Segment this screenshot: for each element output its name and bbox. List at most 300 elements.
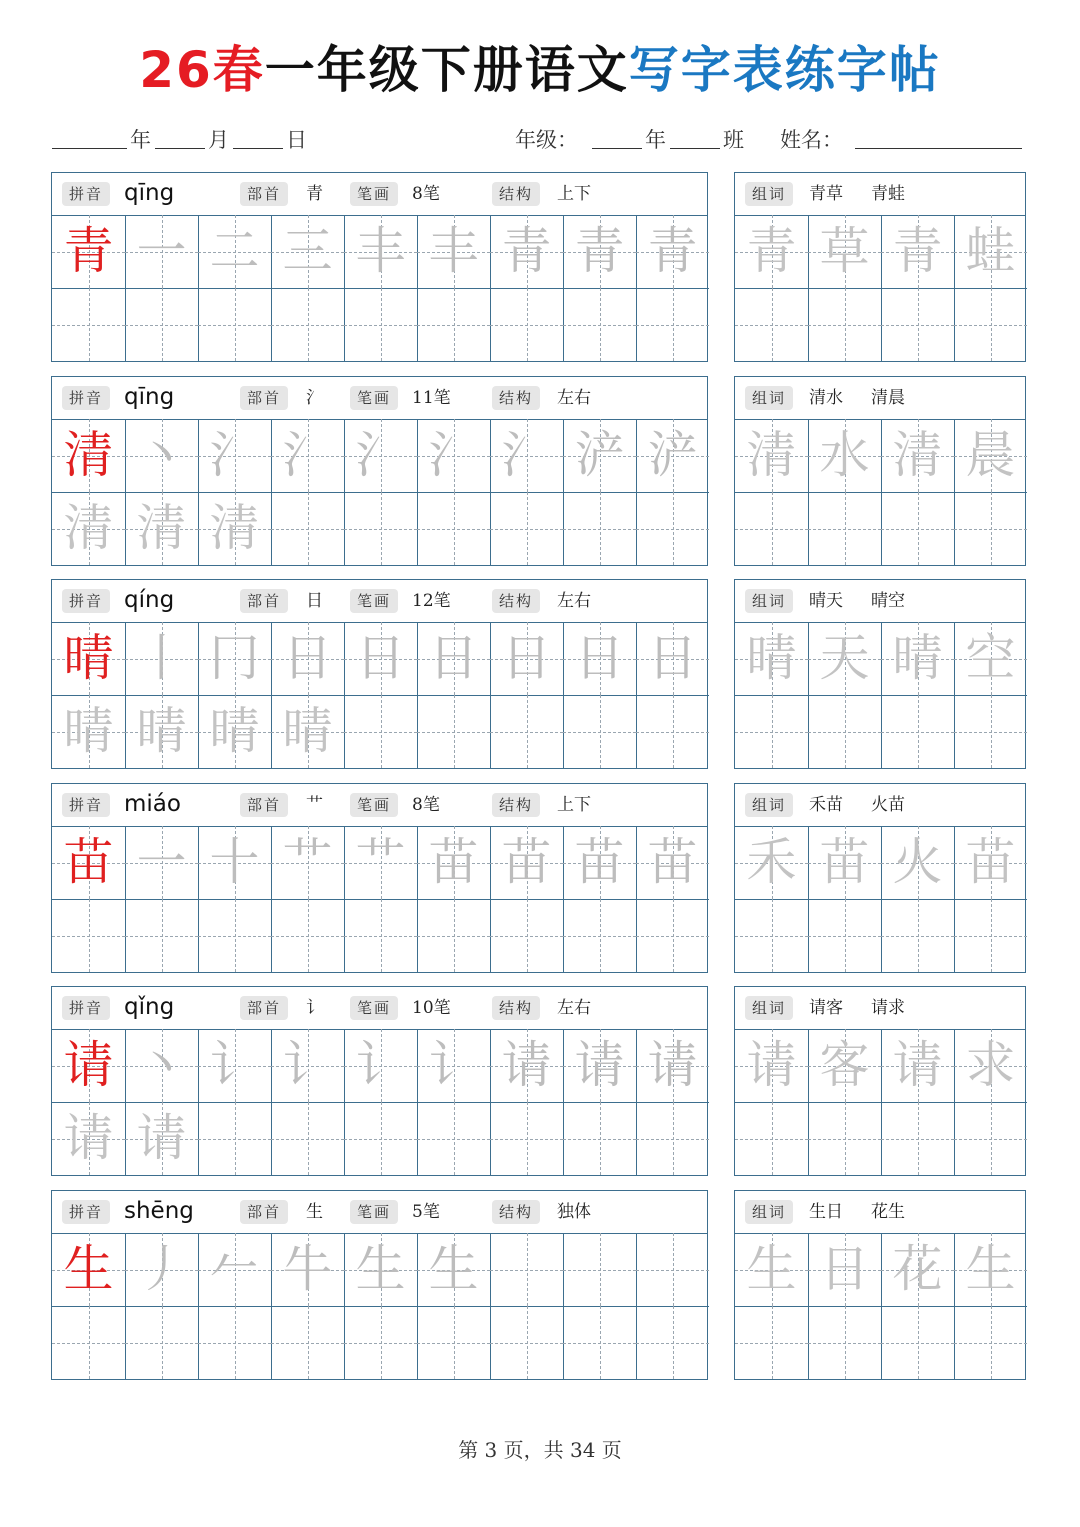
grid-cell[interactable] <box>490 695 563 768</box>
grid-cell[interactable] <box>125 419 198 492</box>
stroke-step-character: 氵 <box>355 426 406 484</box>
year-label: 年 <box>130 128 151 152</box>
grid-cell[interactable] <box>490 1102 563 1175</box>
grid-cell[interactable] <box>636 1102 709 1175</box>
grid-cell[interactable] <box>490 419 563 492</box>
grid-cell[interactable] <box>52 419 125 492</box>
grid-cell[interactable] <box>636 288 709 361</box>
grid-cell[interactable] <box>636 695 709 768</box>
month-label: 月 <box>208 128 229 152</box>
grid-cell[interactable] <box>808 288 881 361</box>
grid-cell[interactable] <box>735 622 808 695</box>
cell-guide-vertical <box>308 1102 309 1175</box>
grid-cell[interactable] <box>198 1029 271 1102</box>
pinyin-value: qīng <box>124 384 175 410</box>
word-trace-character: 晨 <box>965 426 1016 484</box>
strokes-tag: 笔画 <box>350 1200 398 1224</box>
cell-guide-vertical <box>772 899 773 972</box>
word-trace-character: 请 <box>746 1036 797 1094</box>
grid-cell[interactable] <box>344 288 417 361</box>
word-trace-character: 苗 <box>965 833 1016 891</box>
day-label: 日 <box>286 128 307 152</box>
pinyin-value: qǐng <box>124 994 175 1020</box>
card-header <box>735 173 1025 216</box>
grid-cell[interactable] <box>417 1306 490 1379</box>
stroke-step-character: 苗 <box>501 833 552 891</box>
grid-cell[interactable] <box>271 1029 344 1102</box>
grid-cell[interactable] <box>271 826 344 899</box>
cell-guide-vertical <box>845 288 846 361</box>
cell-guide-vertical <box>235 899 236 972</box>
grid-cell[interactable] <box>735 1306 808 1379</box>
grid-cell[interactable] <box>490 1029 563 1102</box>
grid-cell[interactable] <box>271 288 344 361</box>
grid-cell[interactable] <box>881 1029 954 1102</box>
grid-cell[interactable] <box>271 695 344 768</box>
trace-character: 晴 <box>209 702 260 760</box>
cell-guide-vertical <box>381 899 382 972</box>
word-trace-character: 蛙 <box>965 222 1016 280</box>
cell-guide-vertical <box>162 1306 163 1379</box>
grid-cell[interactable] <box>636 1306 709 1379</box>
words-tag: 组词 <box>745 182 793 206</box>
word-trace-character: 火 <box>892 833 943 891</box>
stroke-step-character: 丿 <box>136 1240 187 1298</box>
word-practice-card <box>734 783 1026 973</box>
word-trace-character: 苗 <box>819 833 870 891</box>
grid-cell[interactable] <box>954 288 1027 361</box>
word-1: 青草 <box>809 184 843 204</box>
grid-cell[interactable] <box>125 695 198 768</box>
grid-cell[interactable] <box>198 215 271 288</box>
grid-cell[interactable] <box>52 215 125 288</box>
pinyin-value: miáo <box>124 791 181 817</box>
cell-guide-vertical <box>600 288 601 361</box>
month-blank[interactable] <box>155 148 205 149</box>
grid-cell[interactable] <box>271 622 344 695</box>
cell-guide-vertical <box>991 492 992 565</box>
grid-cell[interactable] <box>490 899 563 972</box>
grid-cell[interactable] <box>52 288 125 361</box>
grid-cell[interactable] <box>417 215 490 288</box>
grid-cell[interactable] <box>881 1233 954 1306</box>
cell-guide-vertical <box>162 288 163 361</box>
stroke-step-character: 丰 <box>355 222 406 280</box>
grid-cell[interactable] <box>344 1306 417 1379</box>
grid-cell[interactable] <box>636 826 709 899</box>
stroke-step-character: 请 <box>574 1036 625 1094</box>
stroke-step-character: 牛 <box>282 1240 333 1298</box>
stroke-step-character: 日 <box>355 629 406 687</box>
grid-cell[interactable] <box>735 215 808 288</box>
grid-cell[interactable] <box>954 695 1027 768</box>
grid-cell[interactable] <box>954 826 1027 899</box>
year-blank[interactable] <box>52 148 127 149</box>
cell-guide-vertical <box>918 1306 919 1379</box>
grid-cell[interactable] <box>808 622 881 695</box>
grid-cell[interactable] <box>198 695 271 768</box>
cell-guide-vertical <box>454 1306 455 1379</box>
grid-cell[interactable] <box>198 288 271 361</box>
grid-cell[interactable] <box>125 1102 198 1175</box>
grid-cell[interactable] <box>271 899 344 972</box>
grid-cell[interactable] <box>735 899 808 972</box>
grid-cell[interactable] <box>563 695 636 768</box>
cell-guide-vertical <box>235 288 236 361</box>
grid-cell[interactable] <box>198 492 271 565</box>
grid-cell[interactable] <box>490 215 563 288</box>
structure-tag: 结构 <box>492 589 540 613</box>
grid-cell[interactable] <box>636 622 709 695</box>
stroke-step-character: 日 <box>501 629 552 687</box>
cell-guide-vertical <box>308 1306 309 1379</box>
cell-guide-vertical <box>845 492 846 565</box>
grid-cell[interactable] <box>344 899 417 972</box>
grid-cell[interactable] <box>125 215 198 288</box>
grid-cell[interactable] <box>344 1029 417 1102</box>
grid-cell[interactable] <box>490 1233 563 1306</box>
grid-cell[interactable] <box>954 622 1027 695</box>
cell-guide-vertical <box>235 1102 236 1175</box>
grid-cell[interactable] <box>563 215 636 288</box>
grid-cell[interactable] <box>490 288 563 361</box>
cell-guide-vertical <box>673 1233 674 1306</box>
grid-cell[interactable] <box>563 1102 636 1175</box>
strokes-value: 8笔 <box>412 184 440 204</box>
grid-cell[interactable] <box>881 1102 954 1175</box>
word-trace-character: 禾 <box>746 833 797 891</box>
words-tag: 组词 <box>745 589 793 613</box>
stroke-step-character: 讠 <box>209 1036 260 1094</box>
grid-cell[interactable] <box>636 419 709 492</box>
radical-value: 生 <box>306 1202 323 1222</box>
cell-guide-vertical <box>991 1306 992 1379</box>
grid-cell[interactable] <box>954 1029 1027 1102</box>
grid-cell[interactable] <box>735 695 808 768</box>
grid-cell[interactable] <box>417 419 490 492</box>
stroke-step-character: 苗 <box>428 833 479 891</box>
structure-value: 左右 <box>557 591 591 611</box>
cell-guide-vertical <box>845 695 846 768</box>
structure-tag: 结构 <box>492 996 540 1020</box>
grid-cell[interactable] <box>417 288 490 361</box>
pinyin-tag: 拼音 <box>62 182 110 206</box>
cell-guide-vertical <box>673 899 674 972</box>
grid-cell[interactable] <box>881 419 954 492</box>
grid-cell[interactable] <box>52 899 125 972</box>
cell-guide-vertical <box>673 695 674 768</box>
pinyin-tag: 拼音 <box>62 793 110 817</box>
grid-cell[interactable] <box>417 826 490 899</box>
grade-blank[interactable] <box>592 148 642 149</box>
grid-cell[interactable] <box>417 492 490 565</box>
word-1: 禾苗 <box>809 795 843 815</box>
stroke-step-character: 日 <box>647 629 698 687</box>
stroke-step-character: 冂 <box>209 629 260 687</box>
cell-guide-vertical <box>600 899 601 972</box>
grid-cell[interactable] <box>52 826 125 899</box>
stroke-step-character: 青 <box>501 222 552 280</box>
cell-guide-vertical <box>673 1306 674 1379</box>
class-blank[interactable] <box>670 148 720 149</box>
word-practice-card <box>734 172 1026 362</box>
grid-cell[interactable] <box>198 622 271 695</box>
grid-cell[interactable] <box>735 1233 808 1306</box>
grid-cell[interactable] <box>52 695 125 768</box>
card-header <box>52 173 707 216</box>
strokes-value: 5笔 <box>412 1202 440 1222</box>
cell-guide-vertical <box>600 492 601 565</box>
grid-cell[interactable] <box>271 492 344 565</box>
word-2: 清晨 <box>871 388 905 408</box>
grid-cell[interactable] <box>563 492 636 565</box>
card-header <box>52 377 707 420</box>
grid-cell[interactable] <box>271 1233 344 1306</box>
word-trace-character: 青 <box>746 222 797 280</box>
grid-cell[interactable] <box>198 826 271 899</box>
grid-cell[interactable] <box>735 826 808 899</box>
grid-cell[interactable] <box>125 899 198 972</box>
name-blank[interactable] <box>855 148 1022 149</box>
cell-guide-vertical <box>600 1102 601 1175</box>
grid-cell[interactable] <box>954 1233 1027 1306</box>
grid-cell[interactable] <box>125 622 198 695</box>
grid-cell[interactable] <box>125 288 198 361</box>
strokes-tag: 笔画 <box>350 182 398 206</box>
cell-guide-vertical <box>527 899 528 972</box>
grid-cell[interactable] <box>344 622 417 695</box>
grid-cell[interactable] <box>52 1029 125 1102</box>
stroke-step-character: 氵 <box>282 426 333 484</box>
grid-cell[interactable] <box>636 1233 709 1306</box>
grid-cell[interactable] <box>735 1102 808 1175</box>
word-2: 请求 <box>871 998 905 1018</box>
grid-cell[interactable] <box>808 695 881 768</box>
grid-cell[interactable] <box>636 215 709 288</box>
grid-cell[interactable] <box>417 622 490 695</box>
grid-cell[interactable] <box>881 1306 954 1379</box>
model-character: 请 <box>63 1036 114 1094</box>
cell-guide-vertical <box>381 1102 382 1175</box>
model-character: 苗 <box>63 833 114 891</box>
grid-cell[interactable] <box>563 899 636 972</box>
stroke-step-character: 讠 <box>282 1036 333 1094</box>
grid-cell[interactable] <box>417 1029 490 1102</box>
grid-cell[interactable] <box>563 622 636 695</box>
grid-cell[interactable] <box>563 826 636 899</box>
grid-cell[interactable] <box>881 288 954 361</box>
grid-cell[interactable] <box>271 1102 344 1175</box>
grid-cell[interactable] <box>490 1306 563 1379</box>
grid-cell[interactable] <box>125 826 198 899</box>
cell-guide-vertical <box>308 288 309 361</box>
grid-cell[interactable] <box>954 492 1027 565</box>
stroke-step-character: 氵 <box>501 426 552 484</box>
grid-cell[interactable] <box>198 1233 271 1306</box>
grid-cell[interactable] <box>52 1306 125 1379</box>
grid-cell[interactable] <box>808 826 881 899</box>
word-trace-character: 空 <box>965 629 1016 687</box>
grid-cell[interactable] <box>344 215 417 288</box>
grid-cell[interactable] <box>808 1029 881 1102</box>
strokes-tag: 笔画 <box>350 386 398 410</box>
stroke-step-character: 氵 <box>428 426 479 484</box>
trace-character: 晴 <box>136 702 187 760</box>
grid-cell[interactable] <box>808 1306 881 1379</box>
cell-guide-vertical <box>772 695 773 768</box>
grid-cell[interactable] <box>881 215 954 288</box>
grid-cell[interactable] <box>271 215 344 288</box>
grid-cell[interactable] <box>125 1233 198 1306</box>
grid-cell[interactable] <box>490 492 563 565</box>
pinyin-value: shēng <box>124 1198 194 1224</box>
grid-cell[interactable] <box>490 826 563 899</box>
grid-cell[interactable] <box>125 1029 198 1102</box>
cell-guide-vertical <box>918 492 919 565</box>
strokes-value: 11笔 <box>412 388 451 408</box>
grid-cell[interactable] <box>563 288 636 361</box>
grid-cell[interactable] <box>954 419 1027 492</box>
grid-cell[interactable] <box>636 899 709 972</box>
model-character: 青 <box>63 222 114 280</box>
grid-cell[interactable] <box>881 492 954 565</box>
grid-cell[interactable] <box>881 695 954 768</box>
grid-cell[interactable] <box>563 1306 636 1379</box>
stroke-step-character: 日 <box>574 629 625 687</box>
word-trace-character: 草 <box>819 222 870 280</box>
stroke-step-character: 十 <box>209 833 260 891</box>
cell-guide-vertical <box>454 899 455 972</box>
grid-cell[interactable] <box>271 419 344 492</box>
cell-guide-vertical <box>845 1102 846 1175</box>
grid-cell[interactable] <box>198 1306 271 1379</box>
grid-cell[interactable] <box>563 419 636 492</box>
word-trace-character: 天 <box>819 629 870 687</box>
grid-cell[interactable] <box>563 1029 636 1102</box>
grid-cell[interactable] <box>344 419 417 492</box>
trace-character: 清 <box>209 499 260 557</box>
grid-cell[interactable] <box>490 622 563 695</box>
cell-guide-vertical <box>600 1306 601 1379</box>
grid-cell[interactable] <box>808 899 881 972</box>
char-practice-card <box>51 579 708 769</box>
grid-cell[interactable] <box>735 419 808 492</box>
stroke-step-character: 三 <box>282 222 333 280</box>
grid-cell[interactable] <box>198 899 271 972</box>
trace-character: 请 <box>136 1109 187 1167</box>
grid-cell[interactable] <box>735 288 808 361</box>
word-2: 火苗 <box>871 795 905 815</box>
grid-cell[interactable] <box>52 622 125 695</box>
grid-cell[interactable] <box>881 826 954 899</box>
grid-cell[interactable] <box>344 826 417 899</box>
grid-cell[interactable] <box>417 695 490 768</box>
structure-value: 上下 <box>557 795 591 815</box>
word-2: 晴空 <box>871 591 905 611</box>
grid-cell[interactable] <box>954 1306 1027 1379</box>
grid-cell[interactable] <box>198 419 271 492</box>
char-practice-card <box>51 783 708 973</box>
trace-character: 晴 <box>282 702 333 760</box>
stroke-step-character: 苗 <box>574 833 625 891</box>
structure-tag: 结构 <box>492 386 540 410</box>
pinyin-value: qíng <box>124 587 175 613</box>
strokes-tag: 笔画 <box>350 996 398 1020</box>
grid-cell[interactable] <box>954 215 1027 288</box>
word-trace-character: 晴 <box>892 629 943 687</box>
grid-cell[interactable] <box>344 695 417 768</box>
grid-cell[interactable] <box>125 492 198 565</box>
trace-character: 清 <box>136 499 187 557</box>
char-practice-card <box>51 172 708 362</box>
grid-cell[interactable] <box>344 492 417 565</box>
card-header <box>735 784 1025 827</box>
grid-cell[interactable] <box>735 1029 808 1102</box>
radical-tag: 部首 <box>240 996 288 1020</box>
structure-value: 左右 <box>557 998 591 1018</box>
cell-guide-vertical <box>381 492 382 565</box>
pinyin-tag: 拼音 <box>62 1200 110 1224</box>
grid-cell[interactable] <box>417 1102 490 1175</box>
grid-cell[interactable] <box>808 1233 881 1306</box>
card-header <box>735 377 1025 420</box>
grid-cell[interactable] <box>198 1102 271 1175</box>
grid-cell[interactable] <box>125 1306 198 1379</box>
trace-character: 请 <box>63 1109 114 1167</box>
grid-cell[interactable] <box>636 492 709 565</box>
grid-cell[interactable] <box>954 899 1027 972</box>
stroke-step-character: 日 <box>428 629 479 687</box>
grid-cell[interactable] <box>52 1102 125 1175</box>
page-footer: 第 3 页，共 34 页 <box>458 1438 622 1462</box>
grid-cell[interactable] <box>417 1233 490 1306</box>
structure-tag: 结构 <box>492 182 540 206</box>
cell-guide-vertical <box>918 288 919 361</box>
grid-cell[interactable] <box>808 1102 881 1175</box>
grid-cell[interactable] <box>881 622 954 695</box>
grid-cell[interactable] <box>52 492 125 565</box>
grid-cell[interactable] <box>344 1233 417 1306</box>
grade-label: 年级： <box>515 128 578 152</box>
stroke-step-character: 氵 <box>209 426 260 484</box>
card-header <box>735 987 1025 1030</box>
grid-cell[interactable] <box>563 1233 636 1306</box>
grid-cell[interactable] <box>808 419 881 492</box>
grid-cell[interactable] <box>881 899 954 972</box>
word-trace-character: 生 <box>746 1240 797 1298</box>
cell-guide-vertical <box>600 695 601 768</box>
grid-cell[interactable] <box>271 1306 344 1379</box>
stroke-step-character: 浐 <box>647 426 698 484</box>
grid-cell[interactable] <box>417 899 490 972</box>
card-header <box>735 1191 1025 1234</box>
grid-cell[interactable] <box>344 1102 417 1175</box>
grid-cell[interactable] <box>954 1102 1027 1175</box>
grid-cell[interactable] <box>52 1233 125 1306</box>
page-title <box>0 40 1080 100</box>
grid-cell[interactable] <box>808 215 881 288</box>
char-practice-card <box>51 986 708 1176</box>
radical-value: 讠 <box>306 998 323 1018</box>
stroke-step-character: 一 <box>136 833 187 891</box>
day-blank[interactable] <box>233 148 283 149</box>
grid-cell[interactable] <box>735 492 808 565</box>
card-header <box>52 784 707 827</box>
grid-cell[interactable] <box>636 1029 709 1102</box>
stroke-step-character: 苗 <box>647 833 698 891</box>
grid-cell[interactable] <box>808 492 881 565</box>
word-trace-character: 清 <box>746 426 797 484</box>
